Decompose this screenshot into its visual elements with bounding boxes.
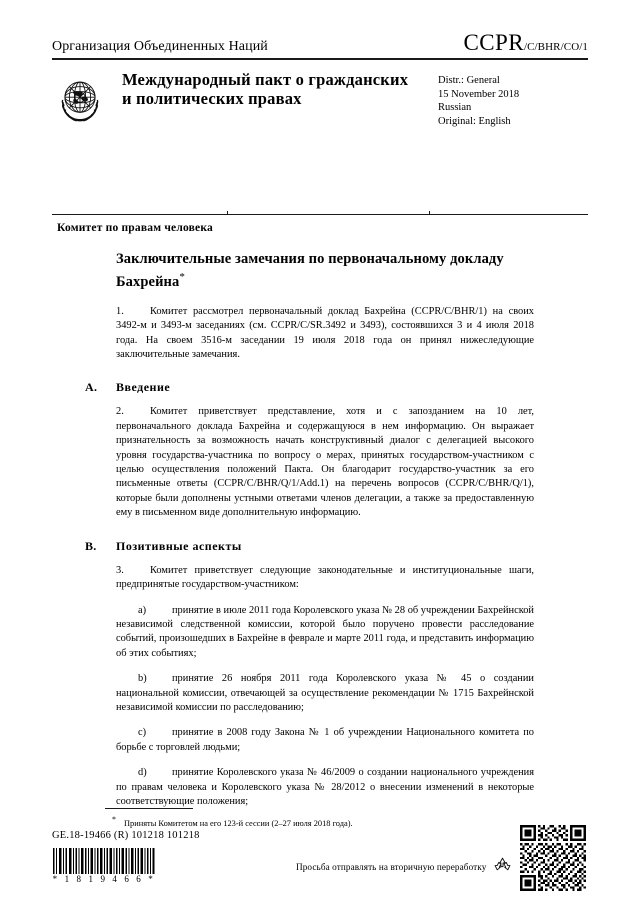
list-item-c-label: c) [138,727,147,739]
masthead-body-row [52,70,588,128]
section-divider [52,214,588,215]
divider-tick-right [429,211,430,215]
footnote-text: Приняты Комитетом на его 123-й сессии (2–27 июля 2018 года). [124,818,353,828]
masthead-top-row [52,30,588,56]
paragraph-2-text: Комитет приветствует представление, хотя и с запозданием на 10 лет, первоначального доклада Бахрейна и содержащуюся в нем информацию. Он выражает признательность за возможность начать конструктивный диалог с делегацией высокого уровня государства-участника по вопросу о мерах, принятых государством-участником с целью осуществления положений Пакта. Он благодарит государство-участник за его письменные ответы (CCPR/C/BHR/Q/1/Add.1) на перечень вопросов (CCPR/C/BHR/Q/1), которые были дополнены устными ответами членов делегации, а также за предоставленную ему в письменном виде дополнительную информацию. [116,406,534,519]
section-b-letter: B. [85,538,97,553]
barcode [52,848,156,874]
masthead-divider [52,58,588,60]
document-symbol-main: CCPR [463,30,524,55]
list-item-d-label: d) [138,767,147,779]
organization-name: Организация Объединенных Наций [52,39,268,54]
list-item-a-label: a) [138,604,147,616]
page-title [116,250,534,291]
list-item-b [116,672,534,715]
paragraph-1-text: Комитет рассмотрел первоначальный доклад Бахрейна (CCPR/C/BHR/1) на своих 3492-м и 3493-м заседаниях (см. CCPR/C/SR.3492 и 3493), состоявшихся 3 и 4 июля 2018 года. На своем 3516-м заседании 19 июля 2018 года он принял нижеследующие заключительные замечания. [116,305,534,361]
paragraph-3 [116,564,534,593]
document-content [85,250,534,820]
job-number: GE.18-19466 (R) 101218 101218 [52,830,200,841]
list-item-a-text: принятие в июле 2011 года Королевского указа № 28 об учреждении Бахрейнской независимой следственной комиссии, которой было поручено провести расследование событий, произошедших в Бахрейне в феврале и марте 2011 года, и представить информацию об этих событиях; [116,604,534,659]
paragraph-3-number: 3. [116,564,124,576]
list-item-d-text: принятие Королевского указа № 46/2009 о создании национального учреждения по правам человека и Королевского указа № 28/2012 о внесении изменений в некоторые соответствующие положения; [116,767,534,807]
section-heading-b [85,539,534,554]
list-item-c-text: принятие в 2008 году Закона № 1 об учреждении Национального комитета по борьбе с торговлей людьми; [116,727,534,753]
title-footnote-marker: * [179,271,185,283]
section-a-title: Введение [116,380,171,395]
list-item-d [116,766,534,809]
section-b-title: Позитивные аспекты [116,538,242,553]
section-a-letter: A. [85,380,98,395]
paragraph-1 [116,305,534,363]
qr-code [520,825,586,891]
distribution-type: Distr.: General [438,75,500,86]
list-item-a [116,604,534,662]
committee-name: Комитет по правам человека [57,222,213,234]
footnote [112,814,532,829]
footnote-marker: * [112,815,116,824]
list-item-b-text: принятие 26 ноября 2011 года Королевского указа № 45 о создании национальной комиссии, отвечающей за осуществление рекомендации № 1715 Бахрейнской независимой комиссии по расследованию; [116,673,534,713]
barcode-digits: * 1 8 1 9 4 6 6 * [52,874,156,884]
document-symbol [464,30,588,56]
paragraph-3-text: Комитет приветствует следующие законодательные и институциональные шаги, предпринятые государством-участником: [116,564,534,591]
paragraph-1-number: 1. [116,305,124,317]
divider-tick-left [227,211,228,215]
list-item-b-label: b) [138,673,147,685]
document-symbol-suffix: /C/BHR/CO/1 [523,41,588,53]
covenant-title: Международный пакт о гражданских и политических правах [122,70,409,108]
recycle-note: Просьба отправлять на вторичную переработку [296,862,487,872]
section-heading-a [85,380,534,395]
distribution-date: 15 November 2018 [438,88,520,100]
distribution-block [438,70,588,128]
footnote-divider [105,808,193,809]
distribution-original: Original: English [438,115,511,127]
paragraph-2 [116,405,534,520]
list-item-c [116,726,534,755]
un-emblem-icon [52,72,108,128]
page-title-text: Заключительные замечания по первоначальному докладу Бахрейна [116,251,504,290]
masthead [52,30,588,128]
paragraph-2-number: 2. [116,406,124,418]
recycling-icon [494,856,511,873]
distribution-language: Russian [438,102,472,113]
